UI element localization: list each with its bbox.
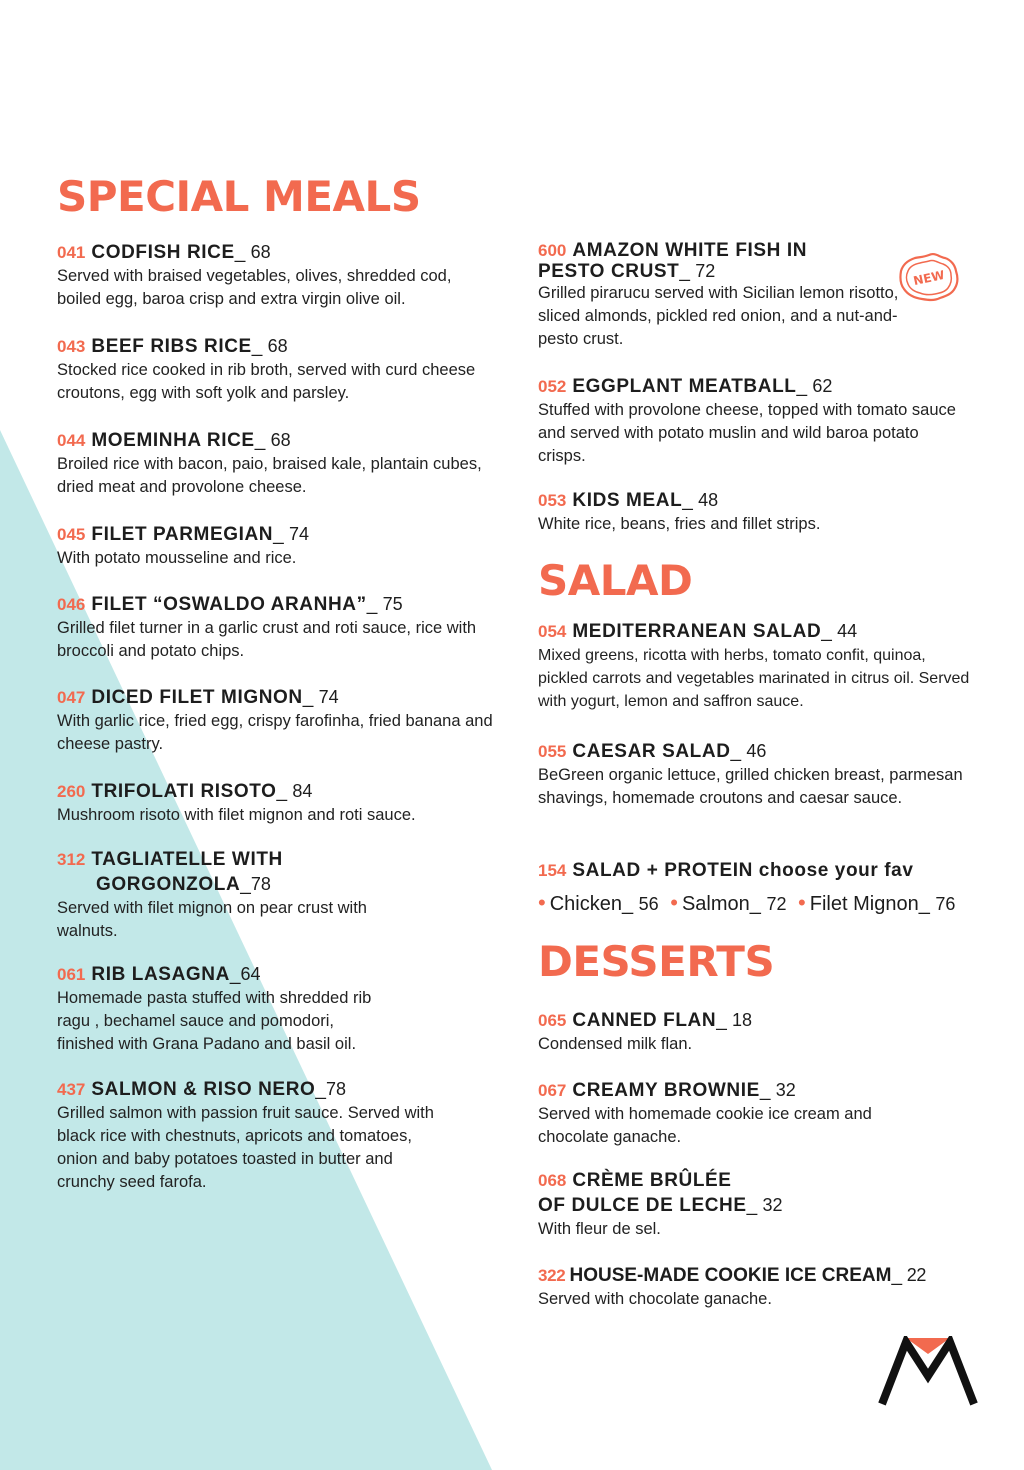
bullet-dot-icon: •: [670, 890, 678, 915]
price-separator: _: [679, 261, 690, 282]
price-separator: _: [621, 893, 634, 915]
bullet-dot-icon: •: [798, 890, 806, 915]
menu-item-052: [538, 374, 978, 468]
item-code: 052: [538, 377, 567, 396]
item-price: 78: [325, 1079, 347, 1099]
item-price: 48: [698, 490, 719, 510]
item-name: FILET PARMEGIAN: [91, 524, 274, 545]
item-description: Served with homemade cookie ice cream and chocolate ganache.: [538, 1105, 872, 1146]
item-price: 84: [292, 781, 313, 801]
bullet-dot-icon: •: [538, 890, 546, 915]
item-price: 68: [270, 430, 291, 450]
price-separator: _: [366, 594, 378, 615]
price-separator: _: [240, 874, 251, 895]
item-code: 067: [538, 1081, 567, 1100]
item-price: 22: [906, 1265, 927, 1285]
item-name: CODFISH RICE: [91, 242, 235, 263]
item-description: Served with chocolate ganache.: [538, 1290, 772, 1308]
menu-item-053: [538, 488, 978, 536]
new-badge-text: NEW: [912, 267, 946, 289]
item-name-line2: GORGONZOLA: [96, 874, 241, 895]
menu-item-041: [57, 240, 497, 311]
price-separator: _: [315, 1079, 326, 1100]
item-name: RIB LASAGNA: [91, 964, 230, 985]
menu-item-068: [538, 1169, 978, 1241]
item-price: 18: [732, 1010, 753, 1030]
option-name: Chicken: [549, 893, 622, 915]
item-code: 053: [538, 491, 567, 510]
item-price: 74: [289, 524, 310, 544]
menu-item-312: [57, 848, 497, 943]
item-code: 065: [538, 1011, 567, 1030]
item-description: Grilled salmon with passion fruit sauce. Served with black rice with chestnuts, apricots and tomatoes, onion and baby potatoes toasted in butter and crunchy seed farofa.: [57, 1104, 434, 1191]
item-price: 44: [837, 621, 858, 641]
item-code: 437: [57, 1080, 86, 1099]
item-code: 068: [538, 1171, 567, 1190]
item-description: Grilled filet turner in a garlic crust and roti sauce, rice with broccoli and potato chips.: [57, 619, 477, 660]
item-code: 055: [538, 742, 567, 761]
price-separator: _: [918, 893, 930, 915]
item-description: Homemade pasta stuffed with shredded rib ragu , bechamel sauce and pomodori, finished with Grana Padano and basil oil.: [57, 989, 372, 1053]
price-separator: _: [251, 336, 263, 357]
item-name: EGGPLANT MEATBALL: [572, 376, 797, 397]
item-description: With fleur de sel.: [538, 1220, 661, 1238]
item-description: Stuffed with provolone cheese, topped with tomato sauce and served with potato muslin and wild baroa potato crisps.: [538, 401, 956, 465]
option-salmon: [670, 890, 787, 915]
menu-item-054: [538, 619, 978, 713]
item-code: 260: [57, 782, 86, 801]
menu-item-065: [538, 1008, 978, 1056]
menu-item-043: [57, 334, 497, 405]
item-name: MOEMINHA RICE: [91, 430, 255, 451]
new-stamp-icon: [898, 252, 960, 302]
menu-item-046: [57, 592, 497, 663]
protein-options: [538, 890, 961, 917]
item-name: SALAD + PROTEIN choose your fav: [572, 860, 914, 881]
item-code: 041: [57, 243, 86, 262]
option-price: 72: [766, 894, 787, 914]
price-separator: _: [276, 781, 288, 802]
item-price: 75: [382, 594, 403, 614]
item-code: 322: [538, 1266, 566, 1285]
price-separator: _: [746, 1195, 758, 1216]
item-name: MEDITERRANEAN SALAD: [572, 621, 822, 642]
item-name-line1: TAGLIATELLE WITH: [91, 849, 283, 870]
price-separator: _: [891, 1265, 902, 1286]
option-price: 76: [935, 894, 956, 914]
item-name: KIDS MEAL: [572, 490, 683, 511]
price-separator: _: [821, 621, 832, 642]
item-name: DICED FILET MIGNON: [91, 687, 303, 708]
price-separator: _: [796, 376, 808, 397]
option-filet-mignon: [798, 890, 956, 915]
item-description: Grilled pirarucu served with Sicilian lemon risotto, sliced almonds, pickled red onion, and a nut-and-pesto crust.: [538, 284, 899, 348]
item-price: 32: [775, 1080, 796, 1100]
item-code: 045: [57, 525, 86, 544]
item-code: 047: [57, 688, 86, 707]
item-code: 054: [538, 622, 567, 641]
price-separator: _: [273, 524, 284, 545]
item-name: TRIFOLATI RISOTO: [91, 781, 277, 802]
menu-item-437: [57, 1077, 497, 1194]
item-description: Mushroom risoto with filet mignon and roti sauce.: [57, 806, 416, 824]
item-code: 044: [57, 431, 86, 450]
price-separator: _: [254, 430, 266, 451]
item-name-line1: AMAZON WHITE FISH IN: [572, 240, 808, 261]
menu-item-055: [538, 739, 978, 810]
special-meals-title: SPECIAL MEALS: [57, 172, 421, 221]
item-price: 68: [250, 242, 271, 262]
menu-item-322: [538, 1263, 978, 1311]
item-code: 043: [57, 337, 86, 356]
item-price: 64: [240, 964, 261, 984]
price-separator: _: [302, 687, 314, 708]
item-price: 32: [762, 1195, 783, 1215]
item-description: Served with filet mignon on pear crust with walnuts.: [57, 899, 367, 940]
item-description: With garlic rice, fried egg, crispy farofinha, fried banana and cheese pastry.: [57, 712, 493, 753]
item-price: 74: [318, 687, 339, 707]
item-name-line2: PESTO CRUST: [538, 261, 680, 282]
item-name-line1: CRÈME BRÛLÉE: [572, 1170, 732, 1191]
desserts-title: DESSERTS: [538, 937, 775, 986]
price-separator: _: [716, 1010, 727, 1031]
price-separator: _: [730, 741, 742, 762]
item-code: 046: [57, 595, 86, 614]
item-price: 78: [250, 874, 271, 894]
item-code: 154: [538, 861, 567, 880]
price-separator: _: [759, 1080, 771, 1101]
price-separator: _: [234, 242, 246, 263]
item-name: SALMON & RISO NERO: [91, 1079, 316, 1100]
item-description: Broiled rice with bacon, paio, braised kale, plantain cubes, dried meat and provolone cheese.: [57, 455, 482, 496]
option-name: Filet Mignon: [809, 893, 919, 915]
item-name: CAESAR SALAD: [572, 741, 731, 762]
item-price: 68: [267, 336, 288, 356]
menu-item-045: [57, 522, 497, 570]
item-name: CANNED FLAN: [572, 1010, 717, 1031]
item-description: Mixed greens, ricotta with herbs, tomato confit, quinoa, pickled carrots and vegetables marinated in citrus oil. Served with yogurt, lemon and saffron sauce.: [538, 647, 970, 710]
item-code: 600: [538, 241, 567, 260]
item-description: White rice, beans, fries and fillet strips.: [538, 515, 821, 533]
item-description: With potato mousseline and rice.: [57, 549, 297, 567]
item-description: Condensed milk flan.: [538, 1035, 693, 1053]
salad-title: SALAD: [538, 556, 693, 605]
item-price: 72: [695, 261, 716, 281]
option-chicken: [538, 890, 659, 915]
menu-item-047: [57, 685, 497, 756]
price-separator: _: [229, 964, 241, 985]
item-description: BeGreen organic lettuce, grilled chicken breast, parmesan shavings, homemade croutons and caesar sauce.: [538, 766, 963, 807]
item-price: 46: [746, 741, 767, 761]
m-logo-icon: [876, 1336, 980, 1408]
menu-item-154: [538, 859, 978, 883]
item-name: BEEF RIBS RICE: [91, 336, 252, 357]
item-price: 62: [812, 376, 833, 396]
item-code: 061: [57, 965, 86, 984]
item-name-line2: OF DULCE DE LECHE: [538, 1195, 747, 1216]
menu-item-260: [57, 779, 497, 827]
item-name: CREAMY BROWNIE: [572, 1080, 760, 1101]
item-description: Stocked rice cooked in rib broth, served with curd cheese croutons, egg with soft yolk and parsley.: [57, 361, 476, 402]
item-name: FILET “OSWALDO ARANHA”: [91, 594, 367, 615]
item-code: 312: [57, 850, 86, 869]
menu-item-044: [57, 428, 497, 499]
item-description: Served with braised vegetables, olives, shredded cod, boiled egg, baroa crisp and extra virgin olive oil.: [57, 267, 452, 308]
menu-item-067: [538, 1078, 978, 1149]
option-price: 56: [638, 894, 659, 914]
menu-item-061: [57, 962, 497, 1056]
price-separator: _: [749, 893, 761, 915]
price-separator: _: [682, 490, 693, 511]
item-name: HOUSE-MADE COOKIE ICE CREAM: [569, 1265, 892, 1286]
option-name: Salmon: [681, 893, 750, 915]
